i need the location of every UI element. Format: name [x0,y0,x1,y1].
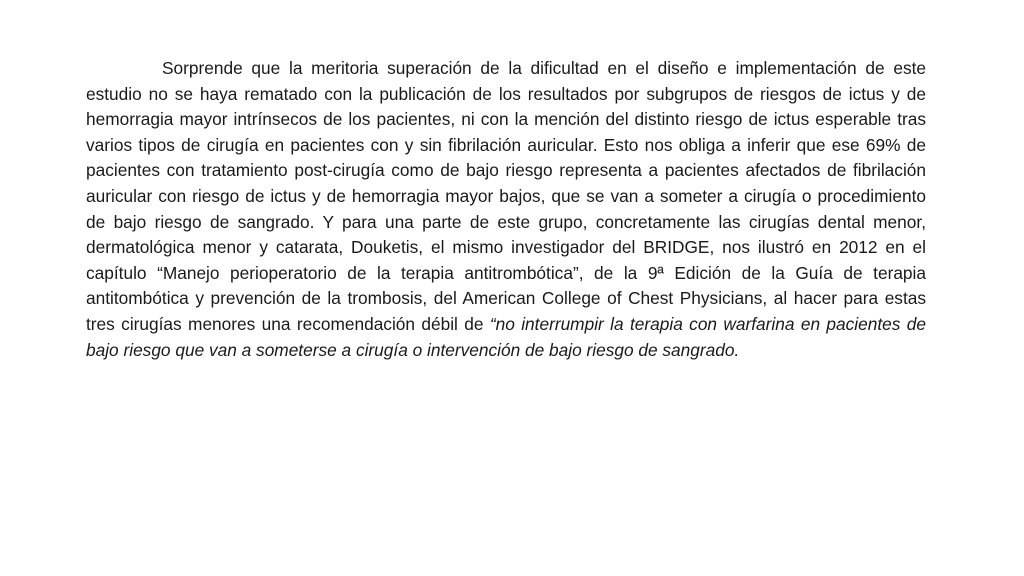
body-paragraph [86,56,926,363]
paragraph-italic-quote: “no interrumpir la terapia con warfarina en pacientes de bajo riesgo que van a someterse a cirugía o intervención de bajo riesgo de sangrado. [86,313,927,360]
paragraph-text: Sorprende que la meritoria superación de la dificultad en el diseño e implementación de este estudio no se haya rematado con la publicación de los resultados por subgrupos de riesgos de ictus y de hemorragia mayor intrínsecos de los pacientes, ni con la mención del distinto riesgo de ictus esperable tras varios tipos de cirugía en pacientes con y sin fibrilación auricular. Esto nos obliga a inferir que ese 69% de pacientes con tratamiento post-cirugía como de bajo riesgo representa a pacientes afectados de fibrilación auricular con riesgo de ictus y de hemorragia mayor bajos, que se van a someter a cirugía o procedimiento de bajo riesgo de sangrado. Y para una parte de este grupo, concretamente las cirugías dental menor, dermatológica menor y catarata, Douketis, el mismo investigador del BRIDGE, nos ilustró en 2012 en el capítulo “Manejo perioperatorio de la terapia antitrombótica”, de la 9ª Edición de la Guía de terapia antitombótica y prevención de la trombosis, del American College of Chest Physicians, al hacer para estas tres cirugías menores una recomendación débil de [86,58,926,334]
